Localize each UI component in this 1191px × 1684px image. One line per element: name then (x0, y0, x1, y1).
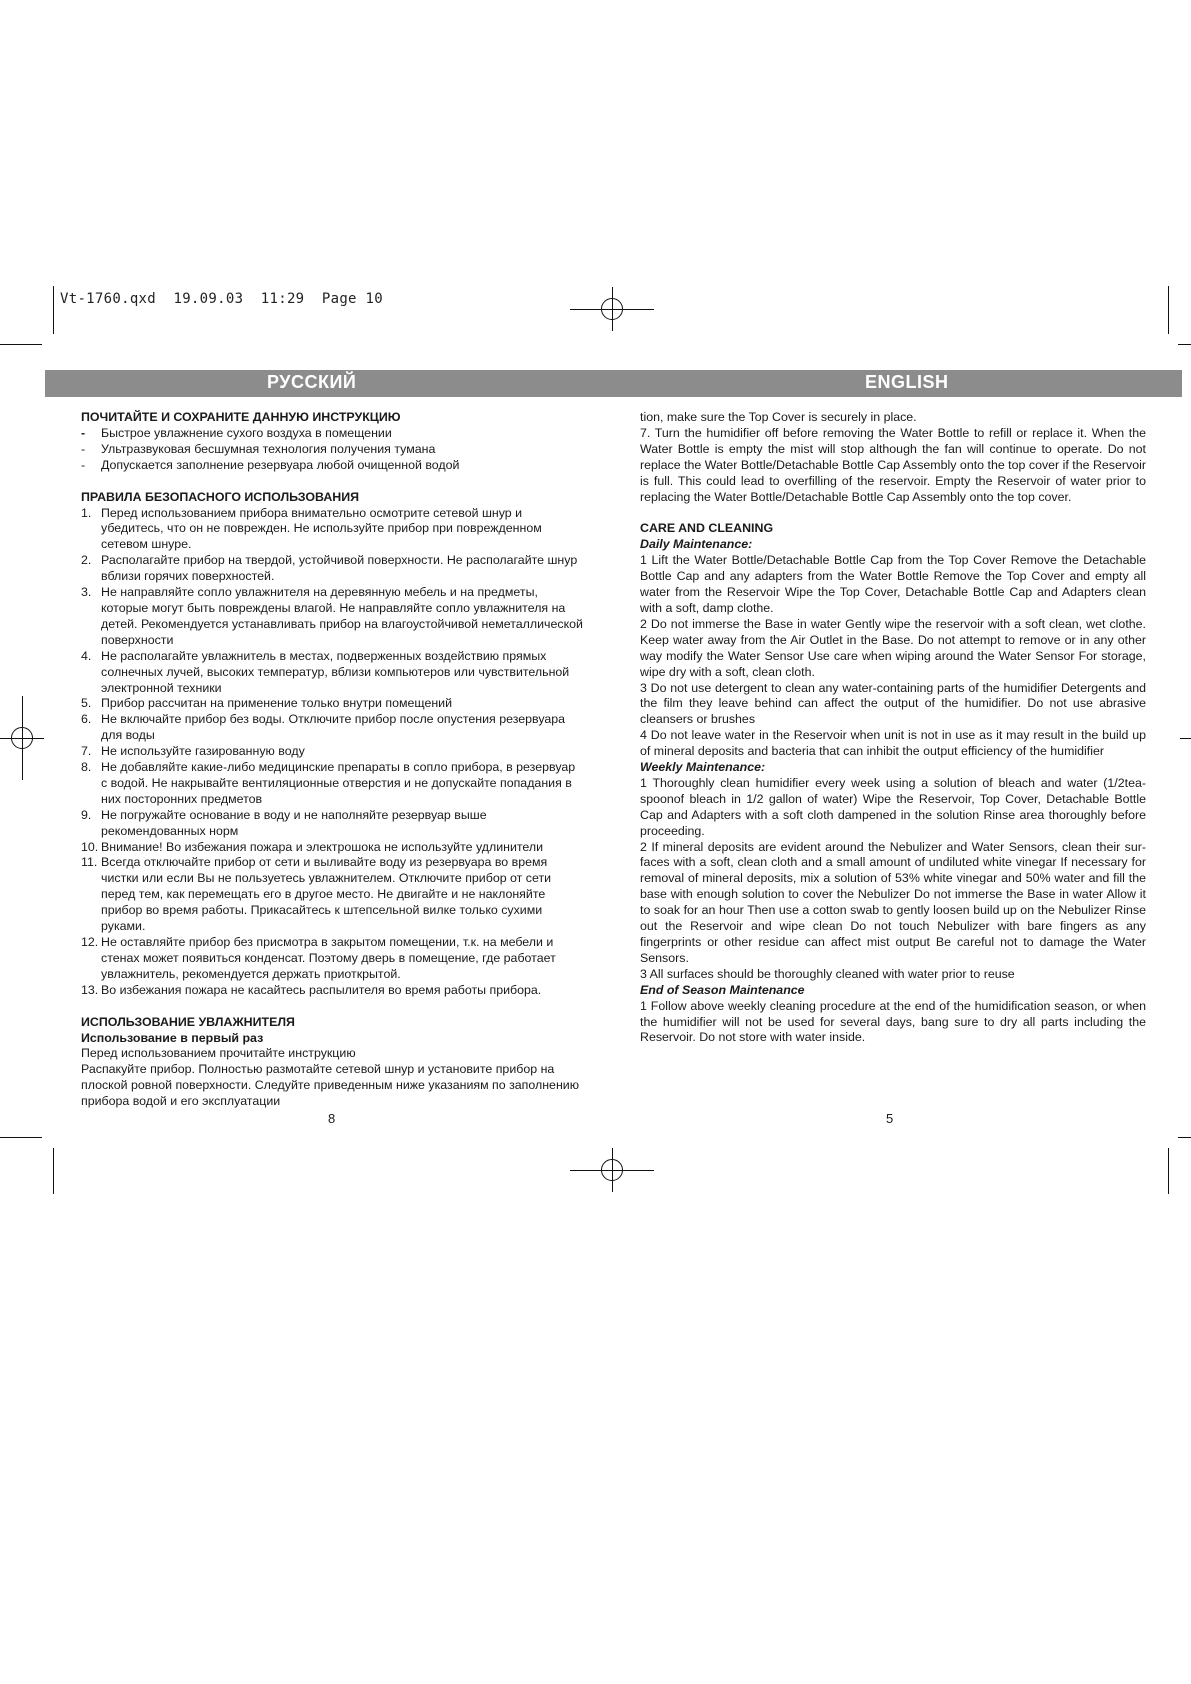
section-heading: ПОЧИТАЙТЕ И СОХРАНИТЕ ДАННУЮ ИНСТРУКЦИЮ (81, 410, 401, 424)
list-item: 8. Не добавляйте какие-либо медицинские препараты в сопло прибора, в резервуар с водой. Не накрывайте вентиляционные отверстия и не допускайте попадания в них посторонних предметов (81, 760, 576, 806)
crop-mark (53, 1148, 54, 1194)
paragraph: Распакуйте прибор. Полностью размотайте сетевой шнур и установите прибор на плоской ровной поверхности. Следуйте приведенным ниже указаниям по заполнению прибора водой и его эксплуатации (81, 1062, 580, 1109)
list-item: 4. Не располагайте увлажнитель в местах, подверженных воздействию прямых солнечных лучей, высоких температур, вблизи компьютеров или чувствительной электронной техники (81, 648, 570, 695)
paragraph: 4 Do not leave water in the Reservoir when unit is not in use as it may result in the build up of mineral deposits and bacteria that can inhibit the output efficiency of the humidifier (640, 728, 1146, 759)
list-item: 13. Во избежания пожара не касайтесь распылителя во время работы прибора. (81, 982, 542, 997)
section-heading: ПРАВИЛА БЕЗОПАСНОГО ИСПОЛЬЗОВАНИЯ (81, 489, 360, 504)
crop-mark (1168, 1148, 1169, 1194)
list-item: 12. Не оставляйте прибор без присмотра в закрытом помещении, т.к. на мебели и стенах может появиться конденсат. Поэтому дверь в помещение, где работает увлажнитель, рекомендуется держать приоткрытой. (81, 935, 556, 981)
crop-mark (1180, 738, 1191, 739)
english-column (640, 410, 1146, 1046)
crop-mark (1178, 344, 1191, 345)
crop-mark (53, 286, 54, 334)
list-item: 7. Не используйте газированную воду (81, 744, 305, 759)
crop-mark (0, 344, 42, 345)
paragraph: 7. Turn the humidifier off before removing the Water Bottle to refill or replace it. When the Water Bottle is empty the mist will stop although the fan will continue to operate. Do not replace the Water Bottle/Detachable Bottle Cap Assembly onto the top cover if the Reservoir is full. This could lead to overfilling of the reservoir. Empty the Reservoir of water prior to replacing the Water Bottle/Detachable Bottle Cap Assembly onto the top cover. (640, 425, 1146, 504)
sub-heading: Daily Maintenance: (640, 537, 753, 552)
list-item: 10. Внимание! Во избежания пожара и электрошока не используйте удлинители (81, 839, 544, 854)
page-number-right: 5 (886, 1111, 894, 1126)
list-item: - Ультразвуковая бесшумная технология получения тумана (81, 441, 436, 456)
crop-mark (0, 1137, 42, 1138)
registration-circle (601, 1159, 623, 1181)
lang-label-russian: РУССКИЙ (267, 372, 357, 392)
crop-mark (1178, 1137, 1191, 1138)
list-item: 2. Располагайте прибор на твердой, устойчивой поверхности. Не располагайте шнур вблизи горячих поверхностей. (81, 553, 578, 584)
feature-list (81, 426, 584, 474)
crop-mark (1168, 286, 1169, 334)
section-heading: ИСПОЛЬЗОВАНИЕ УВЛАЖНИТЕЛЯ (81, 1014, 295, 1029)
russian-column (81, 410, 584, 1110)
language-header-bar (45, 370, 1182, 397)
paragraph: Перед использованием прочитайте инструкцию (81, 1046, 356, 1061)
list-item: 11. Всегда отключайте прибор от сети и выливайте воду из резервуара во время чистки или если Вы не пользуетесь увлажнителем. Отключите прибор от сети перед тем, как перемещать его в другое место. Не двигайте и не наклоняйте прибор во время работы. Прикасайтесь к штепсельной вилке только сухими руками. (81, 855, 552, 934)
list-item: 1. Перед использованием прибора внимательно осмотрите сетевой шнур и убедитесь, что он не поврежден. Не используйте прибор при поврежденном сетевом шнуре. (81, 505, 542, 552)
file-header: Vt-1760.qxd 19.09.03 11:29 Page 10 (60, 291, 383, 307)
page-number-left: 8 (328, 1111, 336, 1126)
sub-heading: End of Season Maintenance (640, 982, 805, 997)
list-item: 9. Не погружайте основание в воду и не наполняйте резервуар выше рекомендованных норм (81, 807, 487, 838)
list-item: - Быстрое увлажнение сухого воздуха в помещении (81, 425, 392, 440)
paragraph: 1 Follow above weekly cleaning procedure at the end of the humidification season, or when the humidifier will not be used for several days, bang sure to dry all parts including the Reservoir. Do not store with water inside. (640, 998, 1146, 1045)
lang-label-english: ENGLISH (865, 372, 949, 392)
sub-heading: Использование в первый раз (81, 1030, 264, 1045)
paragraph: 2 If mineral deposits are evident around the Nebulizer and Water Sensors, clean their sur-faces with a soft, clean cloth and a small amount of undiluted white vinegar If necessary for removal of mineral deposits, mix a solution of 53% white vinegar and 50% water and fill the base with enough solution to cover the Nebulizer Do not immerse the Base in water Allow it to soak for an hour Then use a cotton swab to gently loosen build up on the Nebulizer Rinse out the Reservoir and wipe clean Do not touch Nebulizer with bare fingers as any fingerprints or other residue can affect mist output Be careful not to damage the Water Sensors. (640, 839, 1146, 965)
paragraph: tion, make sure the Top Cover is securely in place. (640, 410, 917, 424)
section-heading: CARE AND CLEANING (640, 521, 774, 536)
safety-rules-list (81, 506, 584, 999)
list-item: 3. Не направляйте сопло увлажнителя на деревянную мебель и на предметы, которые могут быть повреждены влагой. Не направляйте сопло увлажнителя на детей. Рекомендуется устанавливать прибор на влагоустойчивой неметаллической поверхности (81, 585, 583, 647)
paragraph: 3 Do not use detergent to clean any water-containing parts of the humidifier Detergents and the film they leave behind can affect the output of the humidifier. Do not use abrasive cleansers or brushes (640, 680, 1146, 727)
list-item: 6. Не включайте прибор без воды. Отключите прибор после опустения резервуара для воды (81, 712, 566, 743)
list-item: 5. Прибор рассчитан на применение только внутри помещений (81, 696, 453, 711)
paragraph: 1 Thoroughly clean humidifier every week using a solution of bleach and water (1/2tea-spoonof bleach in 1/2 gallon of water) Wipe the Reservoir, Top Cover, Detachable Bottle Cap and Adapters with a soft cloth dampened in the solution Rinse area thoroughly before proceeding. (640, 775, 1146, 838)
paragraph: 2 Do not immerse the Base in water Gently wipe the reservoir with a soft clean, wet clothe. Keep water away from the Air Outlet in the Base. Do not attempt to remove or in any other way modify the Water Sensor Use care when wiping around the Water Sensor For storage, wipe dry with a soft, clean cloth. (640, 616, 1146, 679)
list-item: - Допускается заполнение резервуара любой очищенной водой (81, 457, 460, 472)
paragraph: 3 All surfaces should be thoroughly cleaned with water prior to reuse (640, 966, 1015, 981)
sub-heading: Weekly Maintenance: (640, 760, 766, 775)
registration-circle (11, 727, 33, 749)
registration-circle (601, 298, 623, 320)
paragraph: 1 Lift the Water Bottle/Detachable Bottle Cap from the Top Cover Remove the Detachable Bottle Cap and any adapters from the Water Bottle Remove the Top Cover and empty all water from the Reservoir Wipe the Top Cover, Detachable Bottle Cap and Adapters clean with a soft, damp clothe. (640, 553, 1146, 615)
